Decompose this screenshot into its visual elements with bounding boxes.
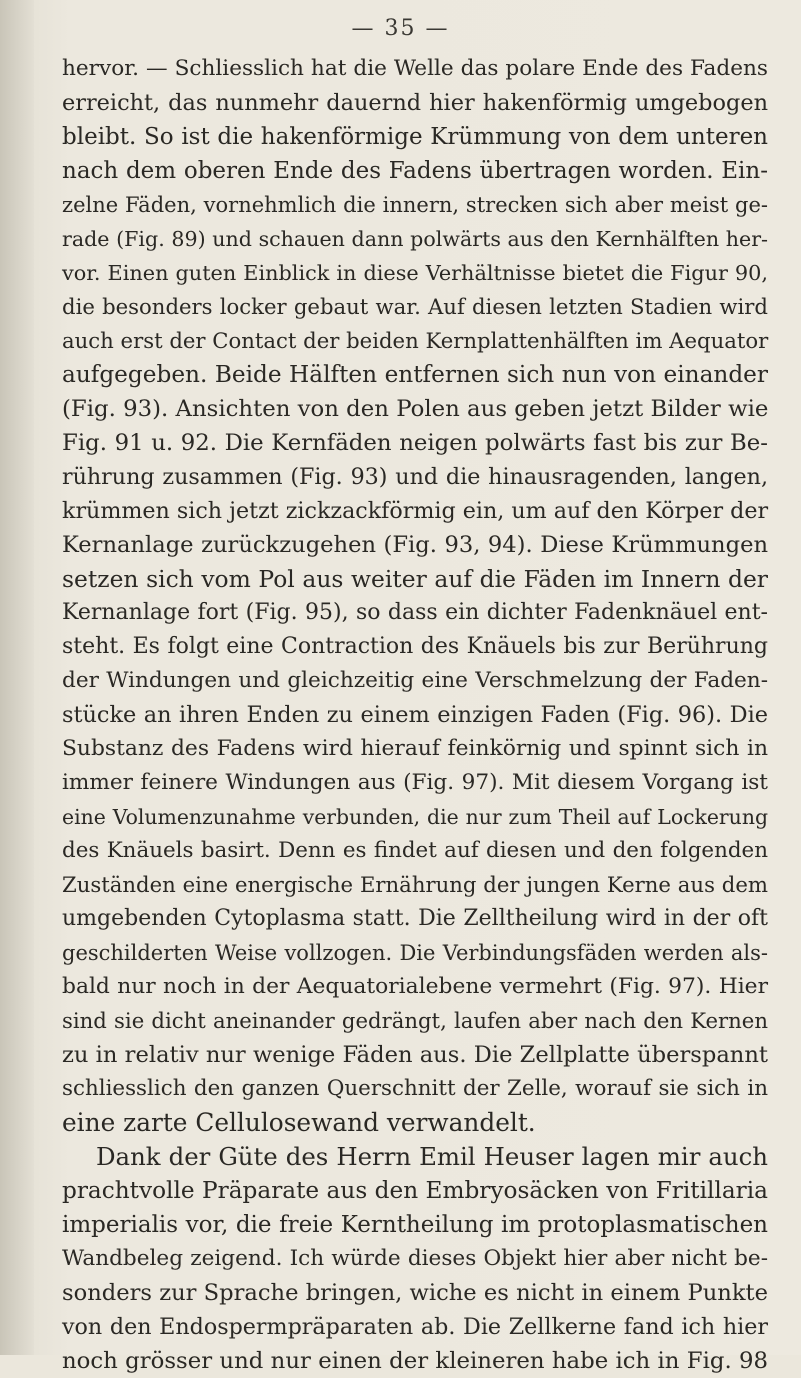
text-line: Substanz des Fadens wird hierauf feinkörnig und spinnt sich in [62,736,768,761]
text-line: Wandbeleg zeigend. Ich würde dieses Objekt hier aber nicht be- [62,1246,768,1271]
text-line: nach dem oberen Ende des Fadens übertragen worden. Ein- [62,158,768,184]
text-line: zelne Fäden, vornehmlich die innern, strecken sich aber meist ge- [62,193,768,217]
text-line: prachtvolle Präparate aus den Embryosäcken von Fritillaria [62,1177,768,1204]
text-line: auch erst der Contact der beiden Kernplattenhälften im Aequator [62,328,769,353]
text-line: bald nur noch in der Aequatorialebene vermehrt (Fig. 97). Hier [62,974,768,999]
text-line-paragraph-end: eine zarte Cellulosewand verwandelt. [62,1108,536,1137]
text-line: rade (Fig. 89) und schauen dann polwärts aus den Kernhälften her- [62,227,768,251]
text-line: geschilderten Weise vollzogen. Die Verbindungsfäden werden als- [62,941,768,965]
page-number: — 35 — [351,16,450,41]
text-line: zu in relativ nur wenige Fäden aus. Die Zellplatte überspannt [62,1042,768,1068]
text-line: krümmen sich jetzt zickzackförmig ein, um auf den Körper der [62,498,769,524]
text-line: aufgegeben. Beide Hälften entfernen sich nun von einander [62,361,768,388]
text-line: bleibt. So ist die hakenförmige Krümmung von dem unteren [62,124,768,150]
text-line: Fig. 91 u. 92. Die Kernfäden neigen polwärts fast bis zur Be- [62,430,768,456]
text-line: Kernanlage zurückzugehen (Fig. 93, 94). Diese Krümmungen [62,532,768,558]
text-line: von den Endospermpräparaten ab. Die Zellkerne fand ich hier [62,1314,768,1340]
text-line: sonders zur Sprache bringen, wiche es nicht in einem Punkte [62,1280,768,1306]
text-line: vor. Einen guten Einblick in diese Verhältnisse bietet die Figur 90, [62,261,768,285]
text-line: die besonders locker gebaut war. Auf diesen letzten Stadien wird [62,294,768,319]
text-line: imperialis vor, die freie Kerntheilung im protoplasmatischen [62,1212,768,1238]
text-line-paragraph-start: Dank der Güte des Herrn Emil Heuser lagen mir auch [96,1142,768,1171]
page-gutter-shadow [0,0,34,1355]
text-line: setzen sich vom Pol aus weiter auf die Fäden im Innern der [62,565,768,593]
text-line: erreicht, das nunmehr dauernd hier hakenförmig umgebogen [62,90,768,116]
text-line: steht. Es folgt eine Contraction des Knäuels bis zur Berührung [62,634,768,659]
text-line: noch grösser und nur einen der kleineren habe ich in Fig. 98 [62,1348,768,1374]
text-line: rührung zusammen (Fig. 93) und die hinausragenden, langen, [62,464,768,490]
text-line: stücke an ihren Enden zu einem einzigen Faden (Fig. 96). Die [62,702,768,728]
text-line: hervor. — Schliesslich hat die Welle das polare Ende des Fadens [62,56,768,81]
text-line: umgebenden Cytoplasma statt. Die Zelltheilung wird in der oft [62,906,768,931]
text-line: Kernanlage fort (Fig. 95), so dass ein dichter Fadenknäuel ent- [62,600,768,625]
text-line: (Fig. 93). Ansichten von den Polen aus geben jetzt Bilder wie [62,396,769,422]
text-line: Zuständen eine energische Ernährung der jungen Kerne aus dem [62,872,768,897]
text-line: sind sie dicht aneinander gedrängt, laufen aber nach den Kernen [62,1008,768,1033]
body-text [62,52,768,1378]
text-line: schliesslich den ganzen Querschnitt der Zelle, worauf sie sich in [62,1076,768,1101]
text-line: eine Volumenzunahme verbunden, die nur zum Theil auf Lockerung [62,805,768,829]
text-line: der Windungen und gleichzeitig eine Verschmelzung der Faden- [62,668,768,693]
text-line: des Knäuels basirt. Denn es findet auf diesen und den folgenden [62,838,768,863]
text-line: immer feinere Windungen aus (Fig. 97). Mit diesem Vorgang ist [62,770,768,795]
